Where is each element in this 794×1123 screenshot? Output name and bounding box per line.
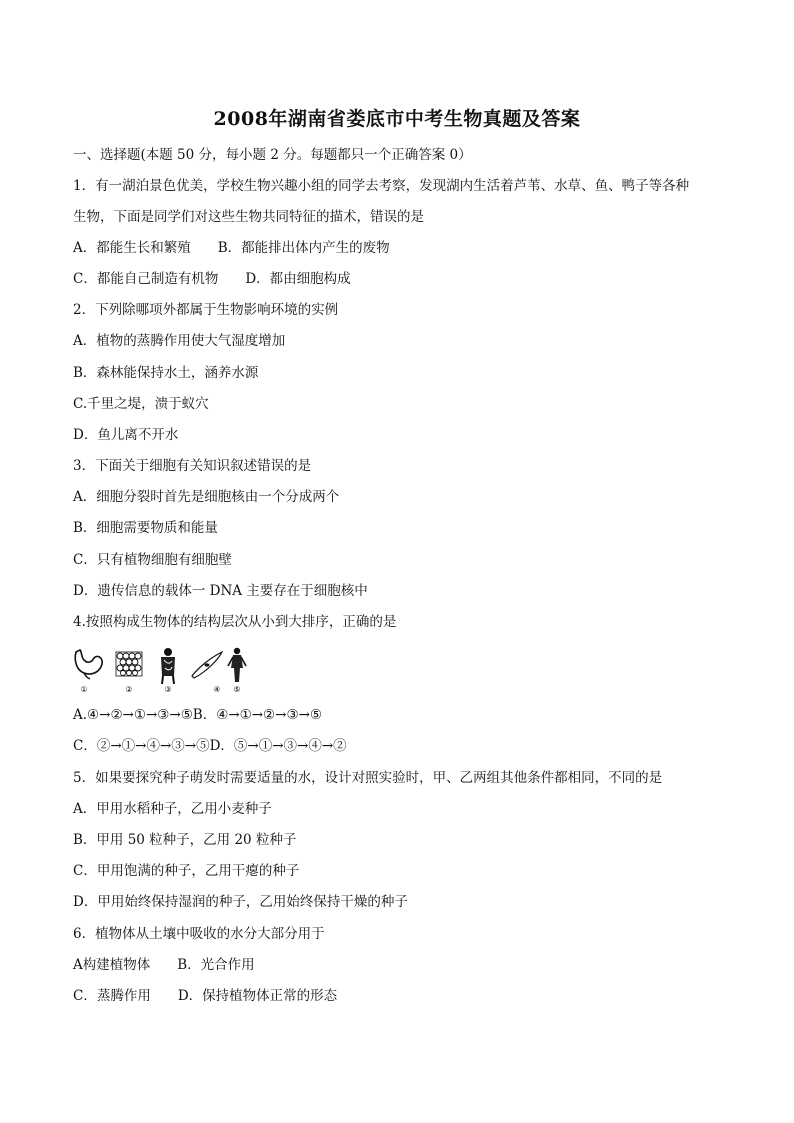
q3-option-d: D．遗传信息的载体一 DNA 主要存在于细胞核中 [73, 583, 368, 599]
page-title: 2008年湖南省娄底市中考生物真题及答案 [213, 108, 581, 130]
human-body-icon [228, 648, 246, 682]
q2-option-c: C.千里之堤，溃于蚁穴 [73, 396, 209, 412]
structure-levels-figure [70, 646, 270, 694]
q1-stem-line1: 1．有一湖泊景色优美，学校生物兴趣小组的同学去考察，发现湖内生活着芦苇、水草、鱼、鸭子等各种 [73, 178, 690, 194]
q5-stem: 5．如果要探究种子萌发时需要适量的水，设计对照实验时，甲、乙两组其他条件都相同，不同的是 [73, 770, 663, 786]
q4-options-ab: A.④→②→①→③→⑤B．④→①→②→③→⑤ [73, 707, 322, 723]
q1-options-cd: C．都能自己制造有机物 D．都由细胞构成 [73, 271, 351, 287]
q4-stem: 4.按照构成生物体的结构层次从小到大排序，正确的是 [73, 614, 397, 630]
q1-options-ab: A．都能生长和繁殖 B．都能排出体内产生的废物 [73, 240, 390, 256]
q4-options-cd: C．②→①→④→③→⑤D．⑤→①→③→④→② [73, 738, 347, 754]
q3-option-c: C．只有植物细胞有细胞壁 [73, 552, 232, 568]
q4-figure [70, 646, 270, 694]
figure-label-4: ④ [213, 685, 221, 694]
figure-label-2: ② [125, 685, 133, 694]
q6-options-cd: C．蒸腾作用 D．保持植物体正常的形态 [73, 988, 338, 1004]
figure-label-5: ⑤ [233, 685, 241, 694]
figure-label-1: ① [80, 685, 88, 694]
q2-option-d: D．鱼儿离不开水 [73, 427, 179, 443]
q2-option-b: B．森林能保持水土，涵养水源 [73, 365, 259, 381]
cell-icon [192, 652, 222, 678]
q5-option-b: B．甲用 50 粒种子，乙用 20 粒种子 [73, 832, 297, 848]
section-heading: 一、选择题(本题 50 分，每小题 2 分。每题都只一个正确答案 0） [73, 147, 472, 163]
stomach-icon [75, 650, 102, 679]
q2-option-a: A．植物的蒸腾作用使大气湿度增加 [73, 333, 286, 349]
q5-option-a: A．甲用水稻种子，乙用小麦种子 [73, 801, 272, 817]
q6-options-ab: A构建植物体 B．光合作用 [73, 957, 255, 973]
q2-stem: 2．下列除哪项外都属于生物影响环境的实例 [73, 302, 339, 318]
figure-label-3: ③ [164, 685, 172, 694]
q6-stem: 6．植物体从土壤中吸收的水分大部分用于 [73, 926, 325, 942]
tissue-icon [116, 652, 142, 676]
q3-stem: 3．下面关于细胞有关知识叙述错误的是 [73, 458, 312, 474]
q5-option-d: D．甲用始终保持湿润的种子，乙用始终保持干燥的种子 [73, 894, 408, 910]
q3-option-a: A．细胞分裂时首先是细胞核由一个分成两个 [73, 489, 340, 505]
q3-option-b: B．细胞需要物质和能量 [73, 520, 218, 536]
q5-option-c: C．甲用饱满的种子，乙用干瘪的种子 [73, 863, 300, 879]
digestive-system-icon [161, 648, 175, 684]
q1-stem-line2: 生物，下面是同学们对这些生物共同特征的描术，错误的是 [73, 209, 424, 225]
